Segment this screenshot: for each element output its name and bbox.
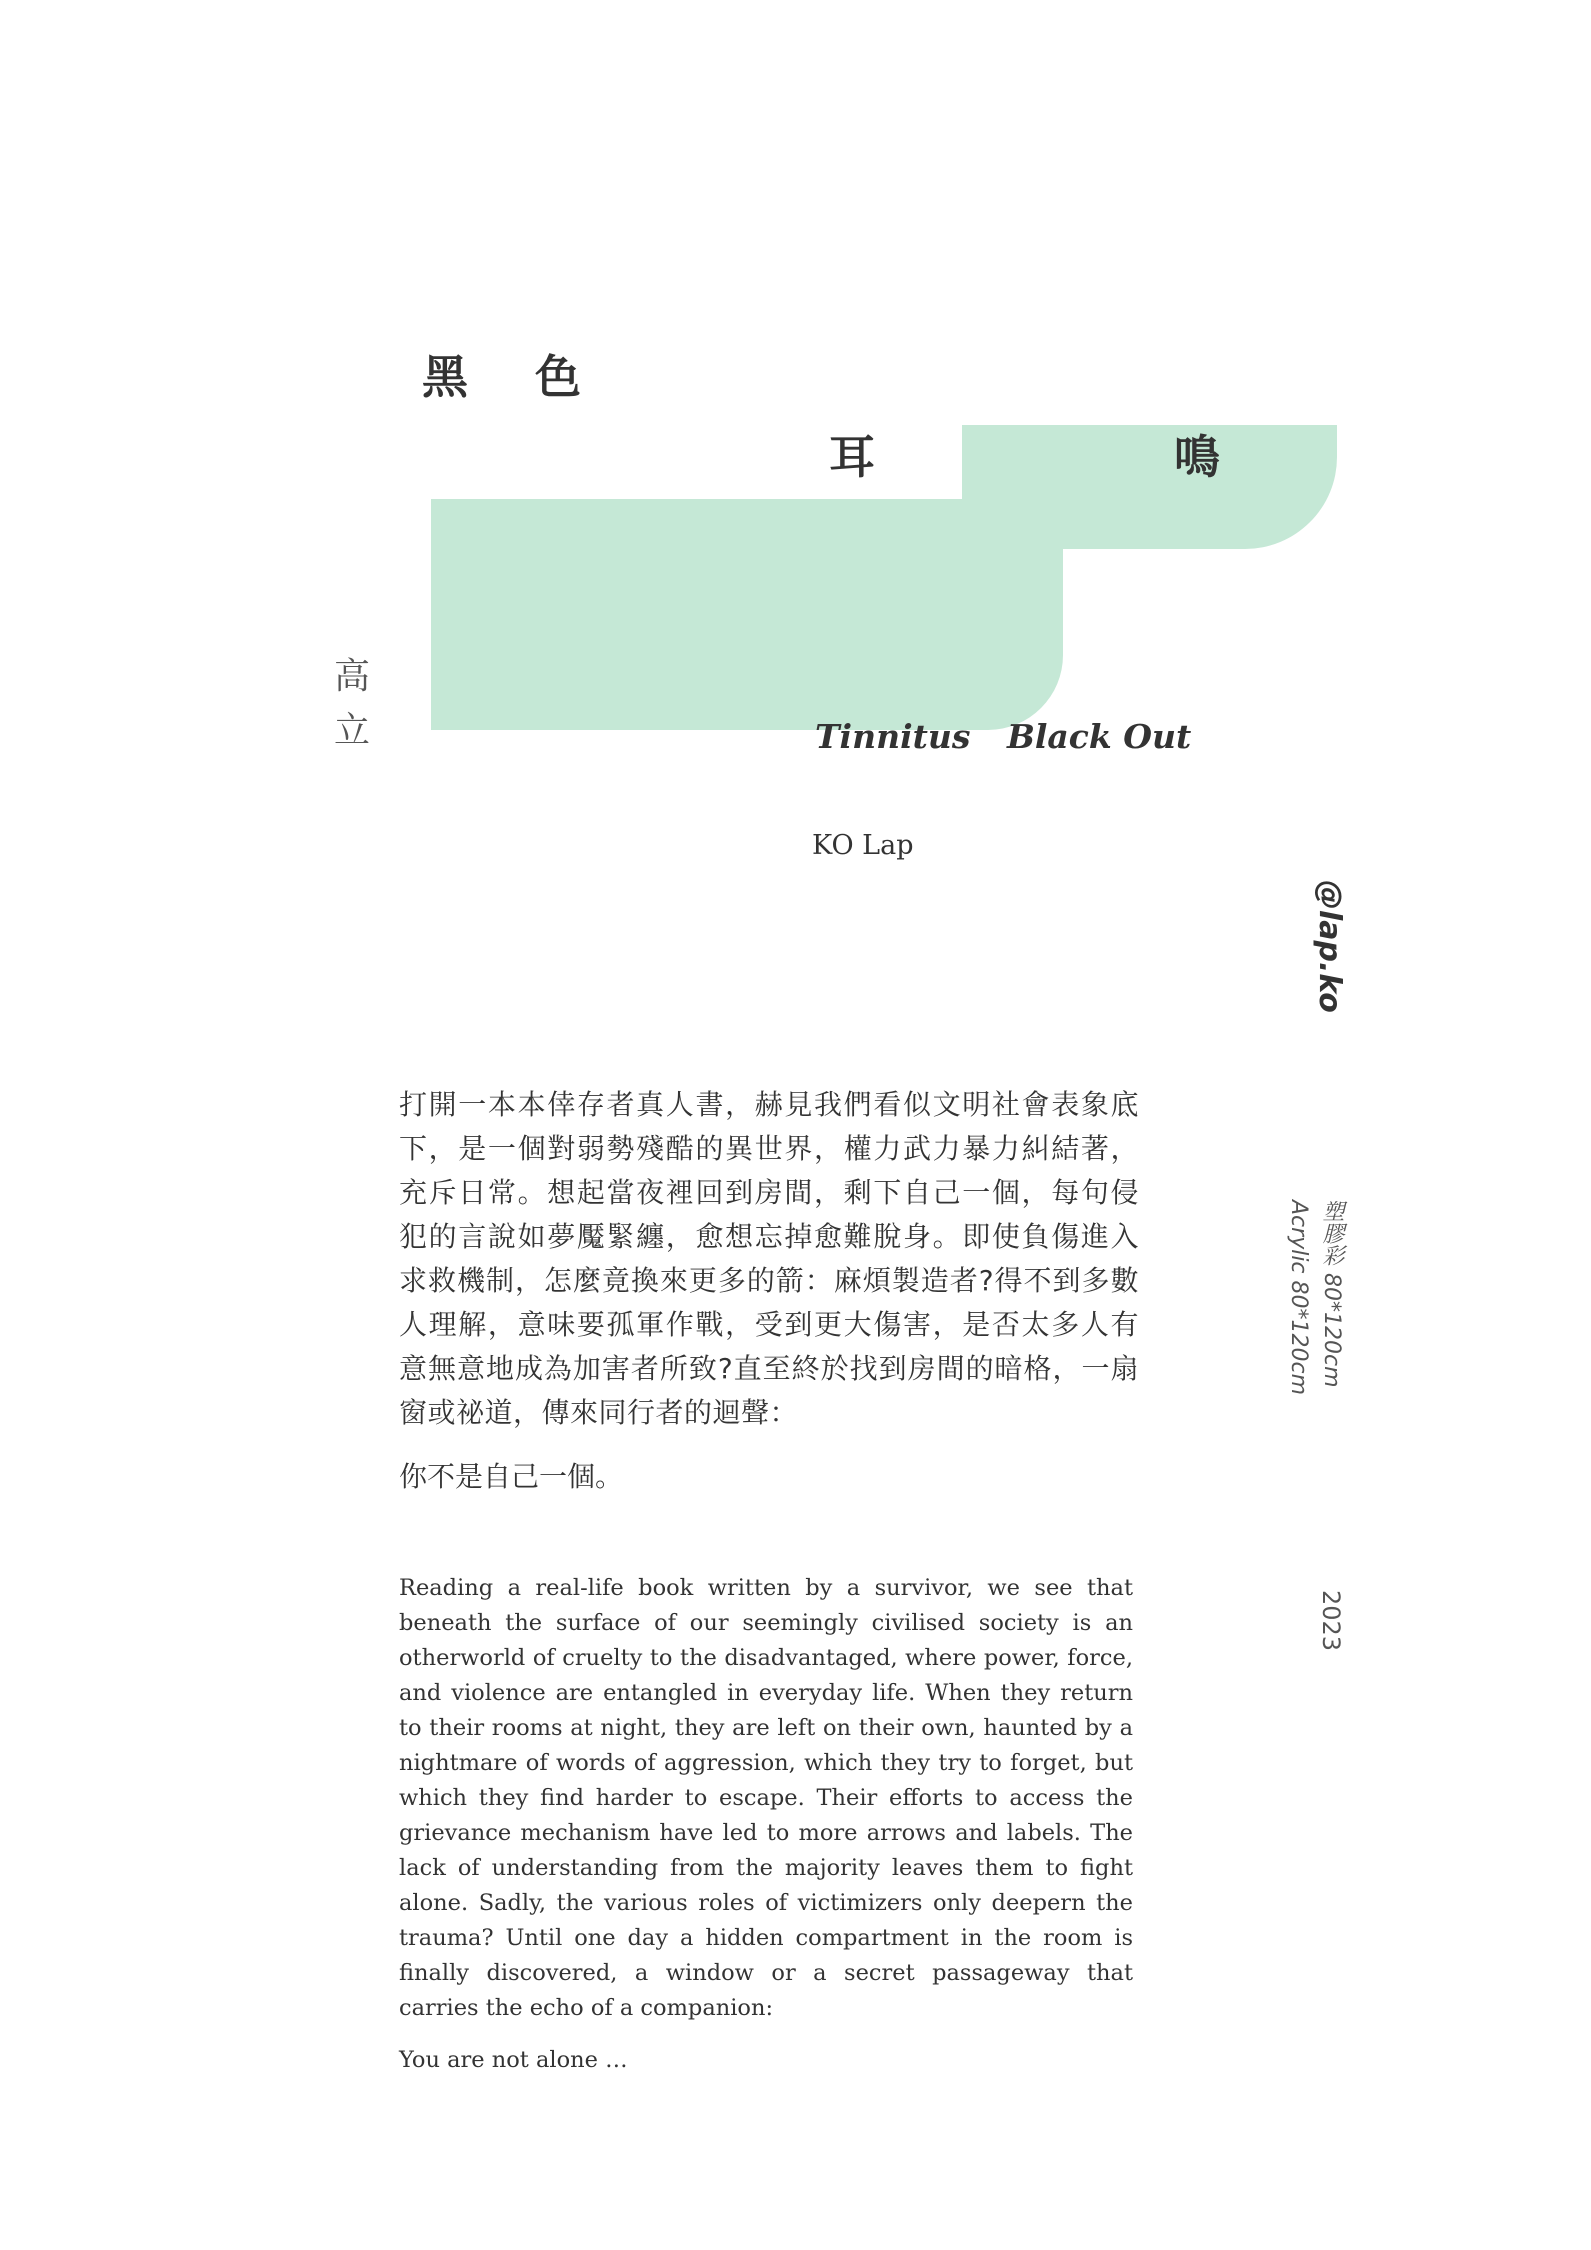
artist-name-cn (330, 650, 374, 758)
title-cn-char-3: 耳 (829, 430, 875, 484)
statement-en-text: Reading a real-life book written by a survivor, we see that beneath the surface of our seemingly civilised society is an otherworld of cruelty to the disadvantaged, where power, force, and violence are entangled in everyday life. When they return to their rooms at night, they are left on their own, haunted by a nightmare of words of aggression, which they try to forget, but which they find harder to escape. Their efforts to access the grievance mechanism have led to more arrows and labels. The lack of understanding from the majority leaves them to fight alone. Sadly, the various roles of victimizers only deepern the trauma? Until one day a hidden compartment in the room is finally discovered, a window or a secret passageway that carries the echo of a companion: (399, 1575, 1133, 2021)
title-en-word-1: Tinnitus (815, 717, 971, 756)
statement-cn-text: 打開一本本倖存者真人書，赫見我們看似文明社會表象底下，是一個對弱勢殘酷的異世界，權力武力暴力糾結著，充斥日常。想起當夜裡回到房間，剩下自己一個，每句侵犯的言說如夢魘緊纏，愈想忘掉愈難脫身。即使負傷進入求救機制，怎麼竟換來更多的箭：麻煩製造者?得不到多數人理解，意味要孤軍作戰，受到更大傷害，是否太多人有意無意地成為加害者所致?直至終於找到房間的暗格，一扇窗或祕道，傳來同行者的迴聲： (399, 1088, 1139, 1429)
title-cn-char-2: 色 (535, 350, 581, 404)
medium-en: Acrylic 80*120cm (1286, 1200, 1311, 1396)
artist-name-en: KO Lap (812, 830, 914, 861)
title-cn-char-1: 黑 (422, 350, 468, 404)
artist-name-cn-char-1: 高 (333, 656, 370, 697)
artist-name-cn-char-2: 立 (333, 710, 370, 751)
artist-handle: @lap.ko (1312, 880, 1347, 1013)
artwork-year: 2023 (1317, 1590, 1345, 1652)
statement-en-closing: You are not alone … (399, 2047, 628, 2073)
green-shape-main (431, 499, 1063, 730)
title-cn-char-4: 鳴 (1174, 430, 1220, 484)
title-en-word-2: Black Out (1007, 717, 1192, 756)
statement-cn-closing: 你不是自己一個。 (399, 1460, 624, 1493)
medium-cn: 塑膠彩 80*120cm (1319, 1200, 1344, 1388)
statement-cn (399, 1083, 1139, 1435)
